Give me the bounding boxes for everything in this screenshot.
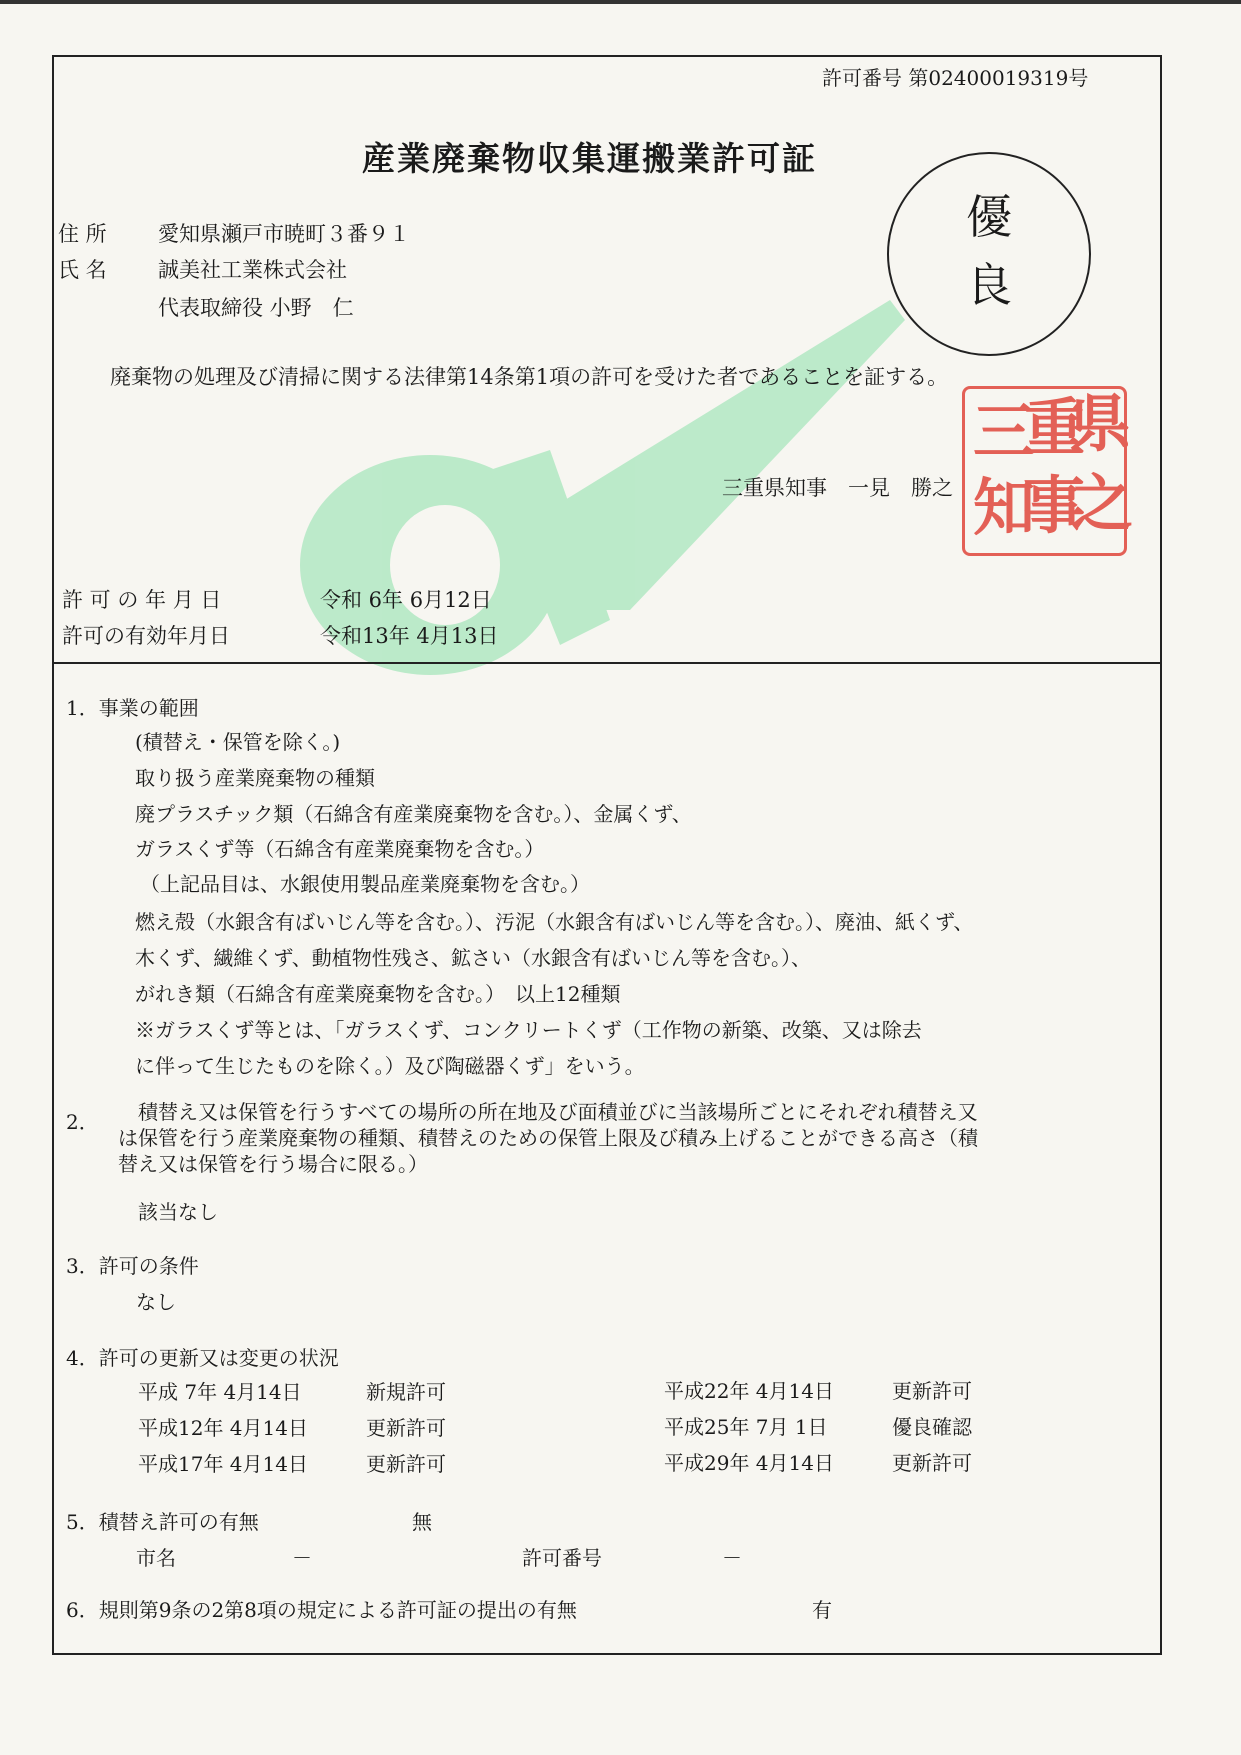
section1-line: 燃え殻（水銀含有ばいじん等を含む。）、汚泥（水銀含有ばいじん等を含む。）、廃油、紙くず、 <box>135 910 974 934</box>
seal-char-5: 事 <box>1023 469 1086 542</box>
seal-char-4: 知 <box>973 471 1036 544</box>
transfer-permit-value: － <box>722 1546 742 1570</box>
section6-value: 有 <box>812 1598 832 1622</box>
history-status: 更新許可 <box>892 1379 972 1403</box>
history-status: 新規許可 <box>366 1380 446 1404</box>
history-status: 更新許可 <box>892 1451 972 1475</box>
permit-date-label: 許 可 の 年 月 日 <box>62 588 222 612</box>
section1-line: ※ガラスくず等とは、「ガラスくず、コンクリートくず（工作物の新築、改築、又は除去 <box>135 1018 922 1042</box>
section1-line: （上記品目は、水銀使用製品産業廃棄物を含む。） <box>140 872 590 896</box>
permit-date: 令和 6年 6月12日 <box>320 588 492 612</box>
stamp-char-1: 優 <box>966 190 1012 244</box>
governor-seal <box>962 386 1134 556</box>
seal-char-2: 重 <box>1023 391 1086 464</box>
history-date: 平成17年 4月14日 <box>138 1452 308 1476</box>
history-status: 更新許可 <box>366 1452 446 1476</box>
section1-line: がれき類（石綿含有産業廃棄物を含む。） 以上12種類 <box>135 982 621 1006</box>
city-value: － <box>292 1546 312 1570</box>
section1-heading: 1．事業の範囲 <box>66 696 199 720</box>
history-date: 平成12年 4月14日 <box>138 1416 308 1440</box>
history-status: 更新許可 <box>366 1416 446 1440</box>
section1-line: ガラスくず等（石綿含有産業廃棄物を含む。） <box>135 837 545 861</box>
section1-line: (積替え・保管を除く。) <box>135 730 341 754</box>
section2-value: 該当なし <box>138 1200 218 1224</box>
section5-value: 無 <box>412 1510 432 1534</box>
city-label: 市名 <box>136 1546 176 1570</box>
valid-date-label: 許可の有効年月日 <box>62 624 230 648</box>
section1-line: 木くず、繊維くず、動植物性残さ、鉱さい（水銀含有ばいじん等を含む。）、 <box>135 946 811 970</box>
history-date: 平成 7年 4月14日 <box>138 1380 302 1404</box>
company-name: 誠美社工業株式会社 <box>158 258 347 282</box>
certification-text: 廃棄物の処理及び清掃に関する法律第14条第1項の許可を受けた者であることを証する。 <box>110 365 949 389</box>
seal-char-1: 三 <box>973 395 1036 468</box>
stamp-char-2: 良 <box>966 258 1012 312</box>
transfer-permit-label: 許可番号 <box>522 1546 602 1570</box>
representative-name: 代表取締役 小野 仁 <box>158 296 354 320</box>
section1-line: 廃プラスチック類（石綿含有産業廃棄物を含む。）、金属くず、 <box>135 802 692 826</box>
section3-heading: 3．許可の条件 <box>66 1254 199 1278</box>
section1-line: 取り扱う産業廃棄物の種類 <box>135 766 375 790</box>
history-date: 平成22年 4月14日 <box>664 1379 834 1403</box>
section5-heading: 5．積替え許可の有無 <box>66 1510 259 1534</box>
section2-line: 積替え又は保管を行うすべての場所の所在地及び面積並びに当該場所ごとにそれぞれ積替え又 <box>138 1100 978 1124</box>
certificate-title: 産業廃棄物収集運搬業許可証 <box>362 139 817 178</box>
seal-char-6: 之 <box>1071 467 1134 540</box>
address-label: 住 所 <box>58 222 107 246</box>
scan-top-edge <box>0 0 1241 4</box>
address-value: 愛知県瀬戸市暁町３番９１ <box>158 222 410 246</box>
section4-heading: 4．許可の更新又は変更の状況 <box>66 1346 339 1370</box>
issuer-name: 三重県知事 一見 勝之 <box>722 476 953 500</box>
seal-char-3: 県 <box>1069 387 1132 460</box>
section2-line: 替え又は保管を行う場合に限る。） <box>118 1152 428 1176</box>
section2-number: 2． <box>66 1110 99 1134</box>
section3-value: なし <box>136 1290 176 1314</box>
section2-line: は保管を行う産業廃棄物の種類、積替えのための保管上限及び積み上げることができる高さ（積 <box>118 1126 978 1150</box>
excellent-stamp <box>887 152 1091 356</box>
history-date: 平成25年 7月 1日 <box>664 1415 828 1439</box>
valid-date: 令和13年 4月13日 <box>320 624 499 648</box>
section1-line: に伴って生じたものを除く。）及び陶磁器くず」をいう。 <box>135 1054 645 1078</box>
section-divider <box>52 662 1162 664</box>
permit-number: 許可番号 第02400019319号 <box>822 66 1089 90</box>
history-status: 優良確認 <box>892 1415 972 1439</box>
name-label: 氏 名 <box>58 258 107 282</box>
history-date: 平成29年 4月14日 <box>664 1451 834 1475</box>
section6-heading: 6．規則第9条の2第8項の規定による許可証の提出の有無 <box>66 1598 577 1622</box>
